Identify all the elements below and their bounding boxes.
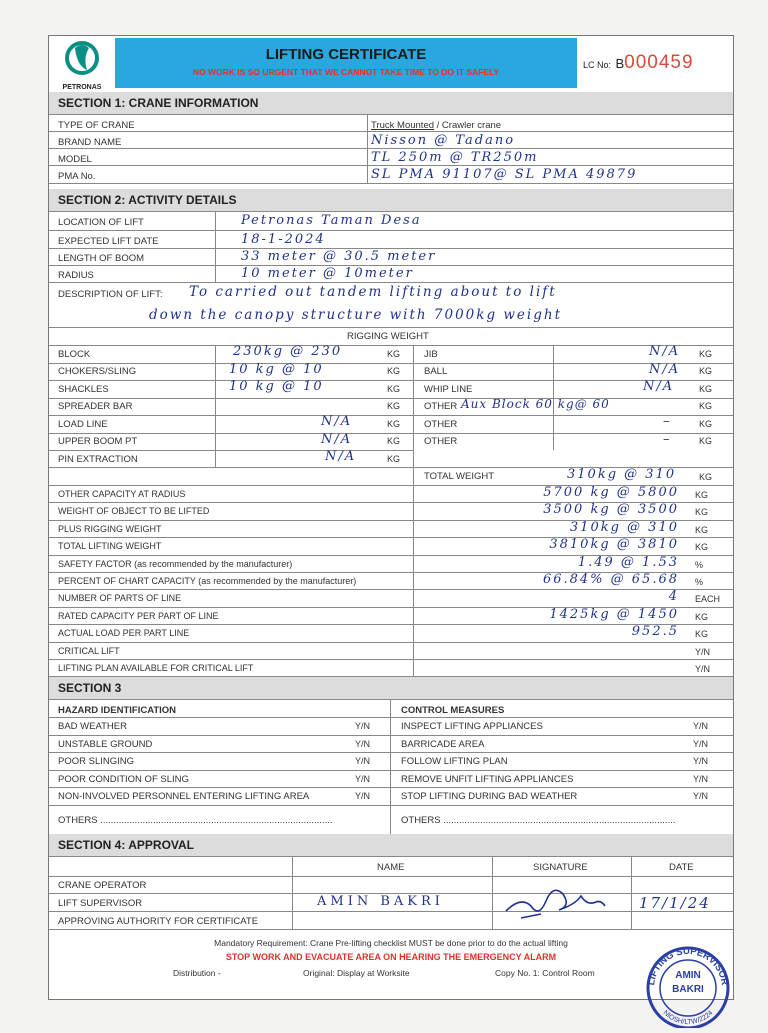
- block-unit: KG: [387, 349, 401, 359]
- block-label: BLOCK: [58, 349, 91, 360]
- approving-authority-label: APPROVING AUTHORITY FOR CERTIFICATE: [58, 916, 259, 927]
- hazard-yes-no[interactable]: Y/N: [355, 739, 371, 749]
- pin-extraction-value: N/A: [325, 449, 357, 464]
- crane-type-selected: Truck Mounted: [371, 120, 435, 131]
- hazard-item: POOR SLINGING: [58, 756, 135, 767]
- calc-row-label: WEIGHT OF OBJECT TO BE LIFTED: [58, 506, 210, 516]
- lift-date-value: 18-1-2024: [241, 232, 326, 247]
- svg-text:NIOSH/LTW/2224: NIOSH/LTW/2224: [661, 1009, 715, 1027]
- lifting-certificate-form: [48, 35, 734, 1000]
- calc-row-value: 1425kg @ 1450: [549, 607, 679, 622]
- lc-prefix: B: [615, 56, 625, 71]
- jib-unit: KG: [699, 349, 713, 359]
- supervisor-date: 17/1/24: [639, 894, 711, 912]
- lift-supervisor-label: LIFT SUPERVISOR: [58, 898, 143, 909]
- other-1-unit: KG: [699, 401, 713, 411]
- hazard-item: UNSTABLE GROUND: [58, 739, 153, 750]
- distribution-label: Distribution -: [173, 968, 221, 978]
- control-title: CONTROL MEASURES: [401, 705, 505, 716]
- spreader-bar-unit: KG: [387, 401, 401, 411]
- radius-value: 10 meter @ 10meter: [241, 266, 414, 281]
- lifting-supervisor-stamp: [632, 938, 742, 1028]
- control-item: BARRICADE AREA: [401, 739, 485, 750]
- original-copy-note: Original: Display at Worksite: [303, 968, 410, 978]
- stamp-name-1: AMIN: [675, 970, 701, 981]
- section-1-header: SECTION 1: CRANE INFORMATION: [49, 92, 733, 114]
- calc-row-label: CRITICAL LIFT: [58, 646, 120, 656]
- calc-row-label: OTHER CAPACITY AT RADIUS: [58, 489, 186, 499]
- calc-row-label: PLUS RIGGING WEIGHT: [58, 524, 162, 534]
- alarm-warning: STOP WORK AND EVACUATE AREA ON HEARING THE EMERGENCY ALARM: [225, 952, 557, 962]
- crane-type-value: [371, 120, 501, 131]
- hazard-item: NON-INVOLVED PERSONNEL ENTERING LIFTING AREA: [58, 791, 310, 802]
- total-weight-value: 310kg @ 310: [567, 467, 677, 482]
- stamp-seal-icon: [632, 938, 742, 1028]
- calc-row-unit: Y/N: [695, 647, 711, 657]
- control-item: FOLLOW LIFTING PLAN: [401, 756, 508, 767]
- stamp-name-2: BAKRI: [672, 984, 704, 995]
- mandatory-note: Mandatory Requirement: Crane Pre-lifting checklist MUST be done prior to do the actual lifting: [214, 938, 568, 948]
- hazard-others: OTHERS ........................................................................................: [58, 815, 333, 826]
- crane-type-other: / Crawler crane: [434, 120, 502, 131]
- ball-label: BALL: [424, 366, 448, 377]
- copy-one-note: Copy No. 1: Control Room: [495, 968, 595, 978]
- other-2-label: OTHER: [424, 419, 458, 430]
- total-weight-label: TOTAL WEIGHT: [424, 471, 495, 482]
- upper-boom-value: N/A: [321, 432, 353, 447]
- calc-row-value: 952.5: [631, 624, 679, 639]
- hazard-item: POOR CONDITION OF SLING: [58, 774, 189, 785]
- calc-row-value: 66.84% @ 65.68: [542, 572, 679, 587]
- lc-number-block: [583, 52, 694, 74]
- calc-row-label: TOTAL LIFTING WEIGHT: [58, 541, 162, 551]
- upper-boom-unit: KG: [387, 436, 401, 446]
- calc-row-unit: KG: [695, 542, 709, 552]
- whip-line-value: N/A: [643, 379, 675, 394]
- ball-unit: KG: [699, 366, 713, 376]
- safety-slogan: NO WORK IS SO URGENT THAT WE CANNOT TAKE TIME TO DO IT SAFELY: [192, 67, 500, 77]
- calc-row-unit: KG: [695, 490, 709, 500]
- model-label: MODEL: [58, 154, 92, 165]
- pma-value: SL PMA 91107@ SL PMA 49879: [371, 167, 638, 182]
- pin-extraction-label: PIN EXTRACTION: [58, 454, 138, 465]
- calc-row-unit: Y/N: [695, 664, 711, 674]
- calc-row-label: ACTUAL LOAD PER PART LINE: [58, 628, 190, 638]
- brand-name-label: BRAND NAME: [58, 137, 122, 148]
- section-3-header: SECTION 3: [49, 677, 733, 699]
- calc-row-unit: KG: [695, 507, 709, 517]
- calc-row-unit: KG: [695, 629, 709, 639]
- control-yes-no[interactable]: Y/N: [693, 739, 709, 749]
- calc-row-label: NUMBER OF PARTS OF LINE: [58, 593, 182, 603]
- crane-type-label: TYPE OF CRANE: [58, 120, 135, 131]
- shackles-value: 10 kg @ 10: [229, 379, 324, 394]
- hazard-yes-no[interactable]: Y/N: [355, 791, 371, 801]
- other-3-label: OTHER: [424, 436, 458, 447]
- upper-boom-label: UPPER BOOM PT: [58, 436, 138, 447]
- control-yes-no[interactable]: Y/N: [693, 791, 709, 801]
- supervisor-name: AMIN BAKRI: [317, 894, 444, 909]
- block-value: 230kg @ 230: [233, 344, 343, 359]
- jib-label: JIB: [424, 349, 438, 360]
- shackles-label: SHACKLES: [58, 384, 109, 395]
- pin-extraction-unit: KG: [387, 454, 401, 464]
- other-3-value: –: [663, 432, 672, 447]
- description-line-2: down the canopy structure with 7000kg weight: [149, 307, 562, 323]
- hazard-title: HAZARD IDENTIFICATION: [58, 705, 177, 716]
- calc-row-unit: KG: [695, 612, 709, 622]
- hazard-yes-no[interactable]: Y/N: [355, 756, 371, 766]
- calc-row-value: 3500 kg @ 3500: [543, 502, 679, 517]
- section-2-header: SECTION 2: ACTIVITY DETAILS: [49, 189, 733, 211]
- calc-row-unit: KG: [695, 525, 709, 535]
- title-banner: [115, 38, 577, 88]
- crane-operator-label: CRANE OPERATOR: [58, 880, 147, 891]
- shackles-unit: KG: [387, 384, 401, 394]
- whip-line-unit: KG: [699, 384, 713, 394]
- svg-text:LIFTING SUPERVISOR: LIFTING SUPERVISOR: [646, 945, 730, 987]
- hazard-yes-no[interactable]: Y/N: [355, 721, 371, 731]
- whip-line-label: WHIP LINE: [424, 384, 473, 395]
- boom-length-value: 33 meter @ 30.5 meter: [241, 249, 437, 264]
- radius-label: RADIUS: [58, 270, 94, 281]
- calc-row-value: 1.49 @ 1.53: [577, 555, 679, 570]
- jib-value: N/A: [649, 344, 681, 359]
- signature-icon: [501, 876, 621, 926]
- petronas-logo: [53, 40, 111, 90]
- petronas-logo-icon: [53, 40, 111, 78]
- model-value: TL 250m @ TR250m: [371, 150, 539, 165]
- calc-row-value: 5700 kg @ 5800: [543, 485, 679, 500]
- chokers-label: CHOKERS/SLING: [58, 366, 137, 377]
- calc-row-label: RATED CAPACITY PER PART OF LINE: [58, 611, 219, 621]
- date-column-header: DATE: [669, 862, 694, 873]
- pma-label: PMA No.: [58, 171, 96, 182]
- brand-name-value: Nisson @ Tadano: [371, 133, 516, 148]
- other-1-value: Aux Block 60 kg@ 60: [461, 397, 610, 411]
- control-item: INSPECT LIFTING APPLIANCES: [401, 721, 543, 732]
- other-2-value: –: [663, 414, 672, 429]
- hazard-yes-no[interactable]: Y/N: [355, 774, 371, 784]
- total-weight-unit: KG: [699, 472, 713, 482]
- control-item: STOP LIFTING DURING BAD WEATHER: [401, 791, 578, 802]
- lc-number: 000459: [624, 52, 694, 73]
- calc-row-label: PERCENT OF CHART CAPACITY (as recommended by the manufacturer): [58, 576, 357, 586]
- signature-column-header: SIGNATURE: [533, 862, 588, 873]
- other-3-unit: KG: [699, 436, 713, 446]
- chokers-unit: KG: [387, 366, 401, 376]
- calc-row-unit: %: [695, 577, 704, 587]
- description-label: DESCRIPTION OF LIFT:: [58, 289, 163, 300]
- lift-date-label: EXPECTED LIFT DATE: [58, 236, 159, 247]
- chokers-value: 10 kg @ 10: [229, 362, 324, 377]
- other-2-unit: KG: [699, 419, 713, 429]
- name-column-header: NAME: [377, 862, 405, 873]
- load-line-value: N/A: [321, 414, 353, 429]
- lc-label: LC No:: [583, 60, 612, 70]
- spreader-bar-label: SPREADER BAR: [58, 401, 133, 412]
- boom-length-label: LENGTH OF BOOM: [58, 253, 145, 264]
- location-label: LOCATION OF LIFT: [58, 217, 144, 228]
- ball-value: N/A: [649, 362, 681, 377]
- load-line-label: LOAD LINE: [58, 419, 108, 430]
- control-yes-no[interactable]: Y/N: [693, 721, 709, 731]
- company-name: PETRONAS: [62, 84, 102, 91]
- section-4-header: SECTION 4: APPROVAL: [49, 834, 733, 856]
- calc-row-unit: EACH: [695, 594, 721, 604]
- location-value: Petronas Taman Desa: [241, 213, 422, 228]
- hazard-item: BAD WEATHER: [58, 721, 127, 732]
- calc-row-unit: %: [695, 560, 704, 570]
- description-line-1: To carried out tandem lifting about to lift: [189, 284, 557, 300]
- control-yes-no[interactable]: Y/N: [693, 756, 709, 766]
- certificate-title: LIFTING CERTIFICATE: [265, 46, 427, 63]
- supervisor-signature: [501, 876, 621, 931]
- control-yes-no[interactable]: Y/N: [693, 774, 709, 784]
- calc-row-value: 4: [668, 589, 679, 604]
- control-others: OTHERS ........................................................................................: [401, 815, 676, 826]
- calc-row-value: 310kg @ 310: [569, 520, 679, 535]
- calc-row-label: LIFTING PLAN AVAILABLE FOR CRITICAL LIFT: [58, 663, 254, 673]
- rigging-weight-title: RIGGING WEIGHT: [347, 331, 429, 342]
- load-line-unit: KG: [387, 419, 401, 429]
- other-1-label: OTHER: [424, 401, 458, 412]
- calc-row-value: 3810kg @ 3810: [549, 537, 679, 552]
- calc-row-label: SAFETY FACTOR (as recommended by the manufacturer): [58, 559, 293, 569]
- control-item: REMOVE UNFIT LIFTING APPLIANCES: [401, 774, 574, 785]
